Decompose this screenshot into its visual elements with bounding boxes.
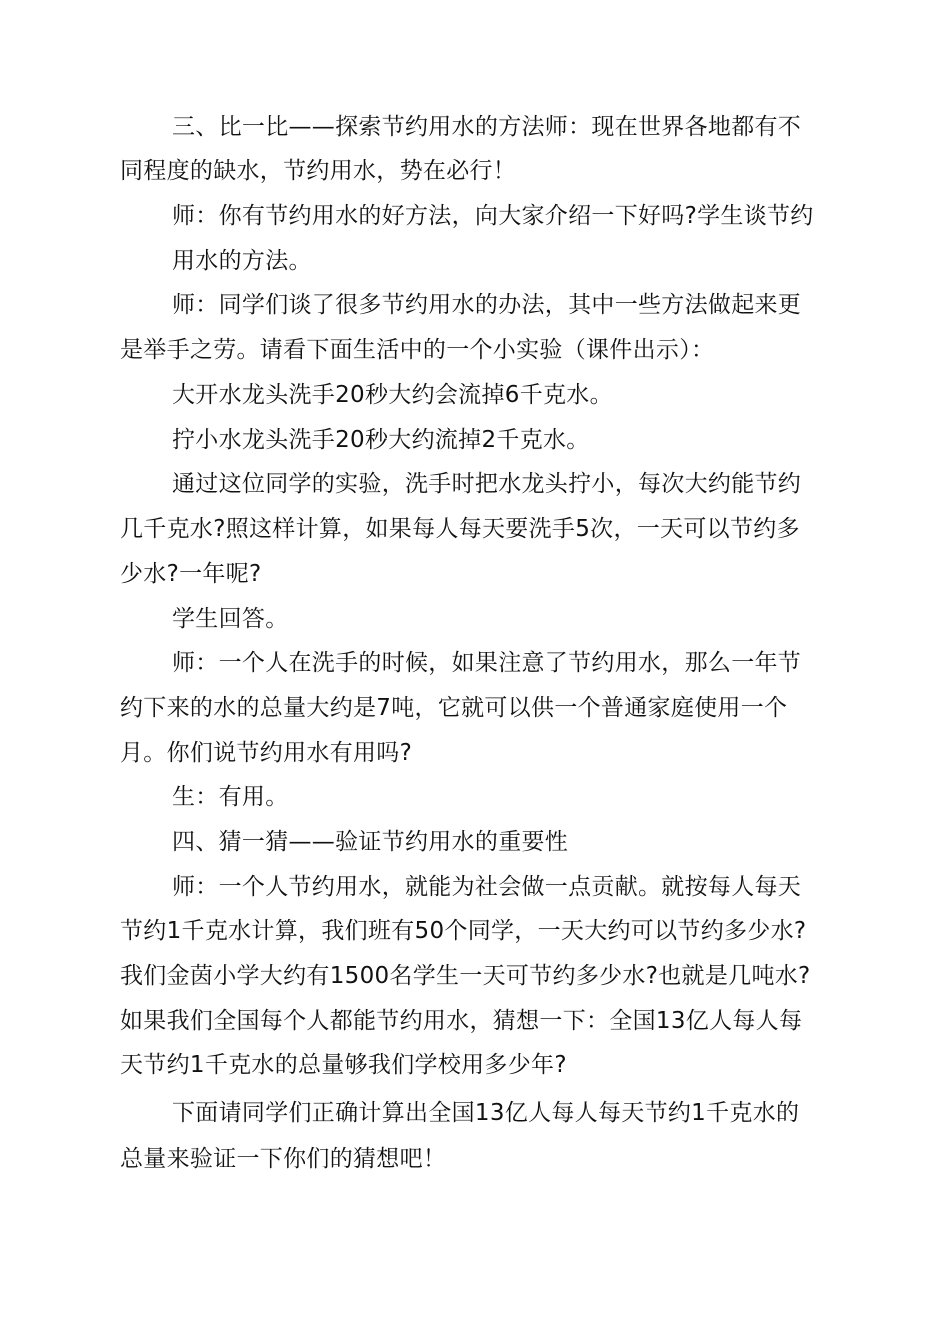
text-line: 是举手之劳。请看下面生活中的一个小实验（课件出示）：	[120, 337, 715, 363]
text-line: 三、比一比——探索节约用水的方法师：现在世界各地都有不	[172, 114, 802, 140]
text-line: 少水?一年呢?	[120, 561, 262, 587]
text-line: 生：有用。	[172, 784, 289, 810]
text-line: 师：你有节约用水的好方法，向大家介绍一下好吗?学生谈节约	[172, 203, 814, 229]
text-line: 师：一个人节约用水，就能为社会做一点贡献。就按每人每天	[172, 874, 802, 900]
text-line: 用水的方法。	[172, 248, 312, 274]
text-line: 师：同学们谈了很多节约用水的办法，其中一些方法做起来更	[172, 292, 802, 318]
text-line: 大开水龙头洗手20秒大约会流掉6千克水。	[172, 382, 613, 408]
text-line: 我们金茵小学大约有1500名学生一天可节约多少水?也就是几吨水?	[120, 963, 811, 989]
text-line: 师：一个人在洗手的时候，如果注意了节约用水，那么一年节	[172, 650, 802, 676]
text-line: 几千克水?照这样计算，如果每人每天要洗手5次，一天可以节约多	[120, 516, 800, 542]
text-line: 天节约1千克水的总量够我们学校用多少年?	[120, 1052, 567, 1078]
text-line: 同程度的缺水，节约用水，势在必行！	[120, 158, 517, 184]
section-heading: 四、猜一猜——验证节约用水的重要性	[172, 829, 569, 855]
text-line: 如果我们全国每个人都能节约用水，猜想一下：全国13亿人每人每	[120, 1008, 803, 1034]
text-line: 学生回答。	[172, 606, 289, 632]
text-line: 约下来的水的总量大约是7吨，它就可以供一个普通家庭使用一个	[120, 695, 788, 721]
text-line: 节约1千克水计算，我们班有50个同学，一天大约可以节约多少水?	[120, 918, 807, 944]
text-line: 通过这位同学的实验，洗手时把水龙头拧小，每次大约能节约	[172, 471, 802, 497]
text-line: 拧小水龙头洗手20秒大约流掉2千克水。	[172, 427, 590, 453]
text-line: 月。你们说节约用水有用吗?	[120, 740, 413, 766]
text-line: 下面请同学们正确计算出全国13亿人每人每天节约1千克水的	[172, 1100, 800, 1126]
text-line: 总量来验证一下你们的猜想吧！	[120, 1146, 447, 1172]
